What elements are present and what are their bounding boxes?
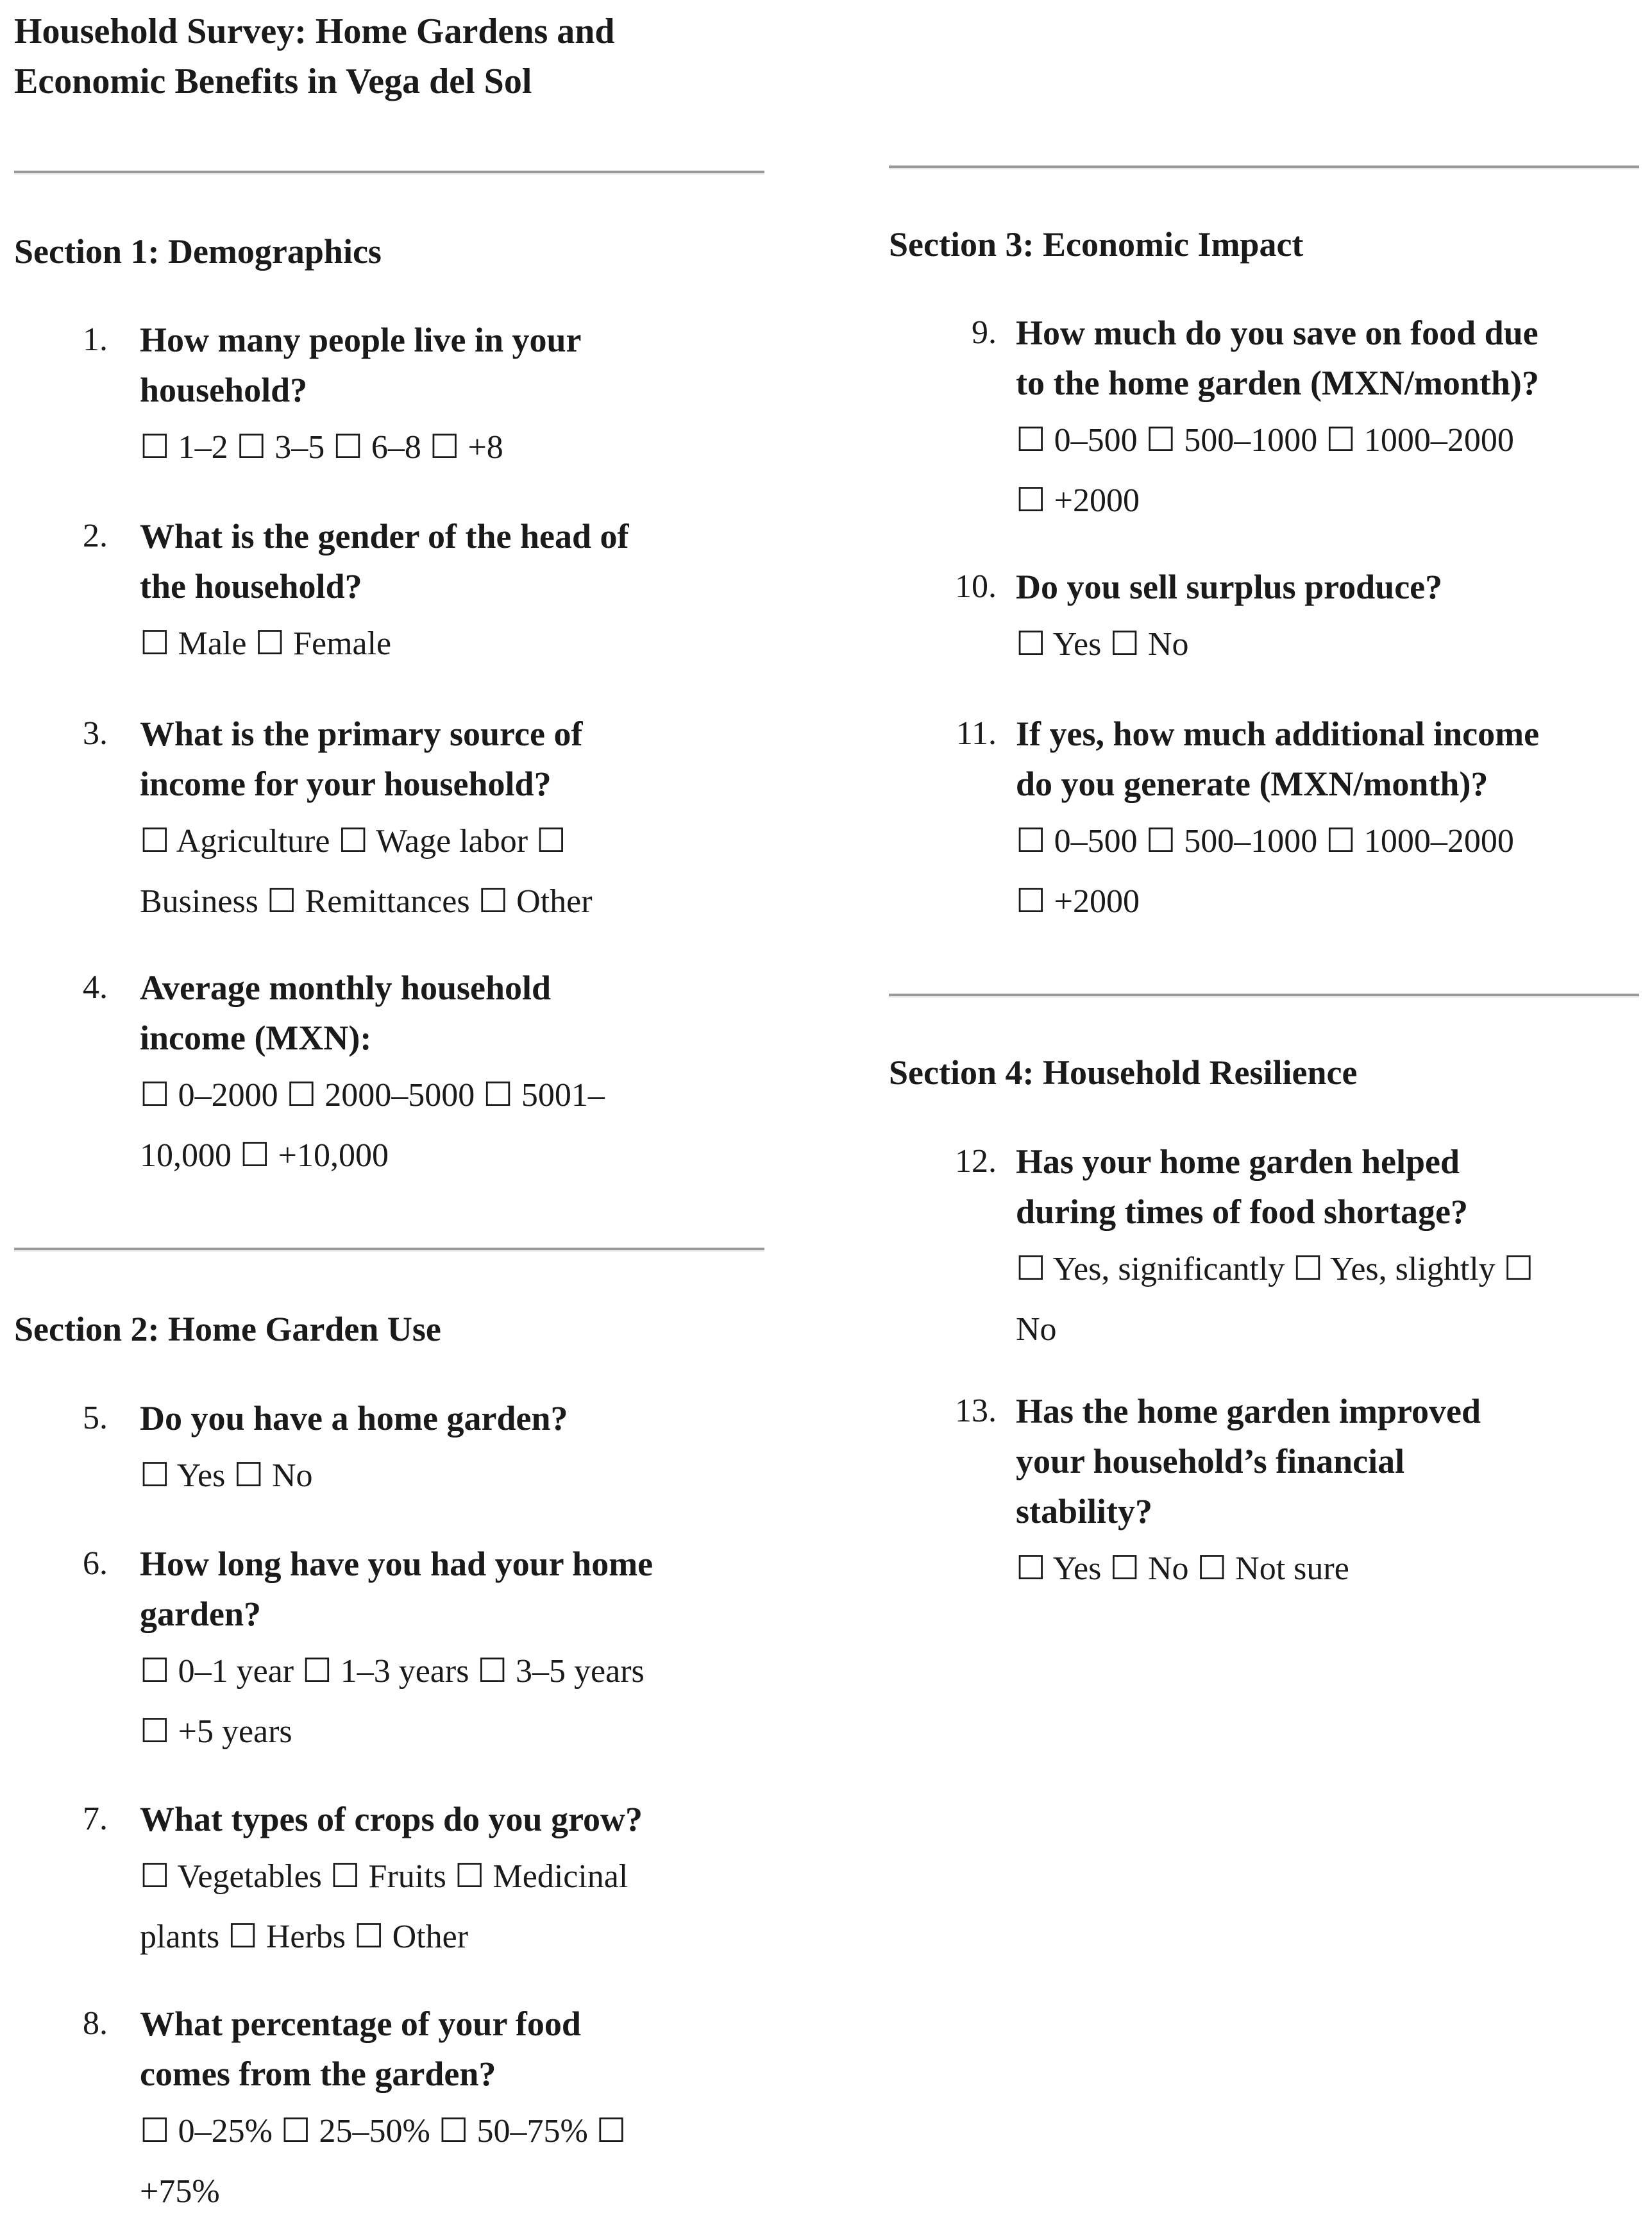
question-number: 5. <box>83 1400 108 1436</box>
answer-options[interactable]: ☐ Yes ☐ No ☐ Not sure <box>1016 1550 1349 1587</box>
answer-options[interactable]: ☐ Yes, significantly ☐ Yes, slightly ☐ <box>1016 1251 1534 1287</box>
divider <box>14 171 764 174</box>
question-number: 10. <box>955 568 997 605</box>
question-4 <box>83 963 605 1186</box>
question-11 <box>956 709 1540 932</box>
answer-options[interactable]: ☐ 0–1 year ☐ 1–3 years ☐ 3–5 years <box>140 1653 645 1690</box>
question-number: 8. <box>83 2005 108 2042</box>
section-heading: Section 2: Home Garden Use <box>14 1310 441 1348</box>
question-text: What percentage of your food <box>140 2005 581 2043</box>
title-line: Economic Benefits in Vega del Sol <box>14 62 532 101</box>
question-12 <box>955 1137 1534 1360</box>
answer-options[interactable]: ☐ 0–2000 ☐ 2000–5000 ☐ 5001– <box>140 1077 605 1114</box>
question-number: 11. <box>956 715 997 752</box>
title-line: Household Survey: Home Gardens and <box>14 12 615 51</box>
question-number: 4. <box>83 969 108 1006</box>
question-text: Average monthly household <box>140 969 552 1007</box>
question-7 <box>83 1794 643 1967</box>
answer-options[interactable]: ☐ +2000 <box>1016 482 1140 519</box>
question-number: 13. <box>955 1393 997 1429</box>
section-heading: Section 3: Economic Impact <box>889 225 1304 264</box>
question-text: How many people live in your <box>140 321 582 359</box>
question-text: the household? <box>140 567 362 606</box>
answer-options[interactable]: 10,000 ☐ +10,000 <box>140 1137 389 1174</box>
answer-options[interactable]: plants ☐ Herbs ☐ Other <box>140 1919 469 1955</box>
question-1 <box>83 315 582 478</box>
document-title <box>14 6 615 106</box>
answer-options[interactable]: ☐ 1–2 ☐ 3–5 ☐ 6–8 ☐ +8 <box>140 429 503 466</box>
answer-options[interactable]: ☐ Yes ☐ No <box>140 1457 313 1494</box>
question-text: garden? <box>140 1595 261 1633</box>
answer-options[interactable]: ☐ 0–25% ☐ 25–50% ☐ 50–75% ☐ <box>140 2113 627 2150</box>
question-5 <box>83 1393 568 1506</box>
section-heading: Section 1: Demographics <box>14 232 382 271</box>
answer-options[interactable]: ☐ +5 years <box>140 1713 292 1750</box>
question-text: How long have you had your home <box>140 1545 653 1583</box>
question-number: 2. <box>83 518 108 554</box>
answer-options[interactable]: ☐ Male ☐ Female <box>140 625 392 662</box>
question-text: comes from the garden? <box>140 2055 496 2093</box>
question-text: to the home garden (MXN/month)? <box>1016 364 1539 402</box>
question-number: 3. <box>83 715 108 752</box>
question-8 <box>83 1999 627 2222</box>
section-heading: Section 4: Household Resilience <box>889 1053 1358 1092</box>
question-number: 6. <box>83 1545 108 1582</box>
question-text: What is the gender of the head of <box>140 517 629 556</box>
answer-options[interactable]: ☐ 0–500 ☐ 500–1000 ☐ 1000–2000 <box>1016 422 1514 459</box>
question-3 <box>83 709 593 932</box>
answer-options[interactable]: ☐ +2000 <box>1016 883 1140 920</box>
question-text: during times of food shortage? <box>1016 1192 1468 1231</box>
question-text: What is the primary source of <box>140 715 583 753</box>
question-6 <box>83 1539 653 1762</box>
answer-options[interactable]: ☐ Yes ☐ No <box>1016 626 1189 663</box>
divider <box>14 1248 764 1251</box>
question-text: do you generate (MXN/month)? <box>1016 765 1488 803</box>
divider <box>889 994 1639 997</box>
answer-options[interactable]: Business ☐ Remittances ☐ Other <box>140 883 593 920</box>
question-text: What types of crops do you grow? <box>140 1800 643 1838</box>
answer-options[interactable]: No <box>1016 1311 1057 1348</box>
question-9 <box>972 308 1539 531</box>
question-text: How much do you save on food due <box>1016 314 1538 352</box>
question-text: income for your household? <box>140 765 552 803</box>
question-text: your household’s financial <box>1016 1442 1405 1480</box>
answer-options[interactable]: ☐ Agriculture ☐ Wage labor ☐ <box>140 823 566 860</box>
question-text: Do you sell surplus produce? <box>1016 568 1443 606</box>
question-number: 1. <box>83 321 108 358</box>
question-number: 9. <box>972 314 997 351</box>
question-2 <box>83 511 629 674</box>
divider <box>889 165 1639 169</box>
answer-options[interactable]: +75% <box>140 2173 220 2210</box>
question-text: income (MXN): <box>140 1019 372 1057</box>
question-text: Do you have a home garden? <box>140 1399 568 1438</box>
answer-options[interactable]: ☐ 0–500 ☐ 500–1000 ☐ 1000–2000 <box>1016 823 1514 860</box>
question-10 <box>955 562 1443 675</box>
question-text: household? <box>140 371 308 409</box>
question-number: 12. <box>955 1143 997 1180</box>
question-text: If yes, how much additional income <box>1016 715 1540 753</box>
answer-options[interactable]: ☐ Vegetables ☐ Fruits ☐ Medicinal <box>140 1858 628 1895</box>
question-text: Has your home garden helped <box>1016 1142 1460 1181</box>
question-text: stability? <box>1016 1492 1153 1531</box>
question-number: 7. <box>83 1801 108 1837</box>
question-13 <box>955 1386 1481 1599</box>
question-text: Has the home garden improved <box>1016 1392 1481 1430</box>
